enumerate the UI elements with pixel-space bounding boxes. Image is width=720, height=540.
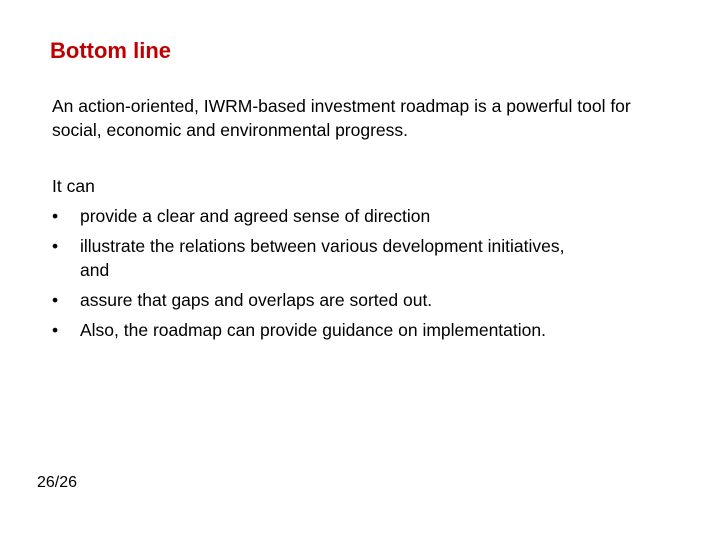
- bullet-item: [52, 288, 672, 312]
- bullet-text: assure that gaps and overlaps are sorted out.: [80, 290, 433, 310]
- bullet-text: provide a clear and agreed sense of direction: [80, 206, 431, 226]
- bullet-text: Also, the roadmap can provide guidance on implementation.: [80, 320, 546, 340]
- page-number: 26/26: [37, 474, 78, 491]
- bullet-dot-icon: •: [52, 236, 59, 256]
- bullet-text: illustrate the relations between various development initiatives, and: [80, 236, 565, 280]
- bullet-dot-icon: •: [52, 320, 59, 340]
- bullet-dot-icon: •: [52, 290, 59, 310]
- bullet-list: [52, 204, 672, 348]
- slide-title: Bottom line: [50, 38, 171, 63]
- it-can-label: It can: [52, 176, 95, 196]
- bullet-dot-icon: •: [52, 206, 59, 226]
- intro-paragraph: An action-oriented, IWRM-based investment roadmap is a powerful tool for social, economic and environmental progress.: [52, 96, 631, 140]
- bullet-item: [52, 204, 672, 228]
- bullet-item: [52, 234, 672, 282]
- bullet-item: [52, 318, 672, 342]
